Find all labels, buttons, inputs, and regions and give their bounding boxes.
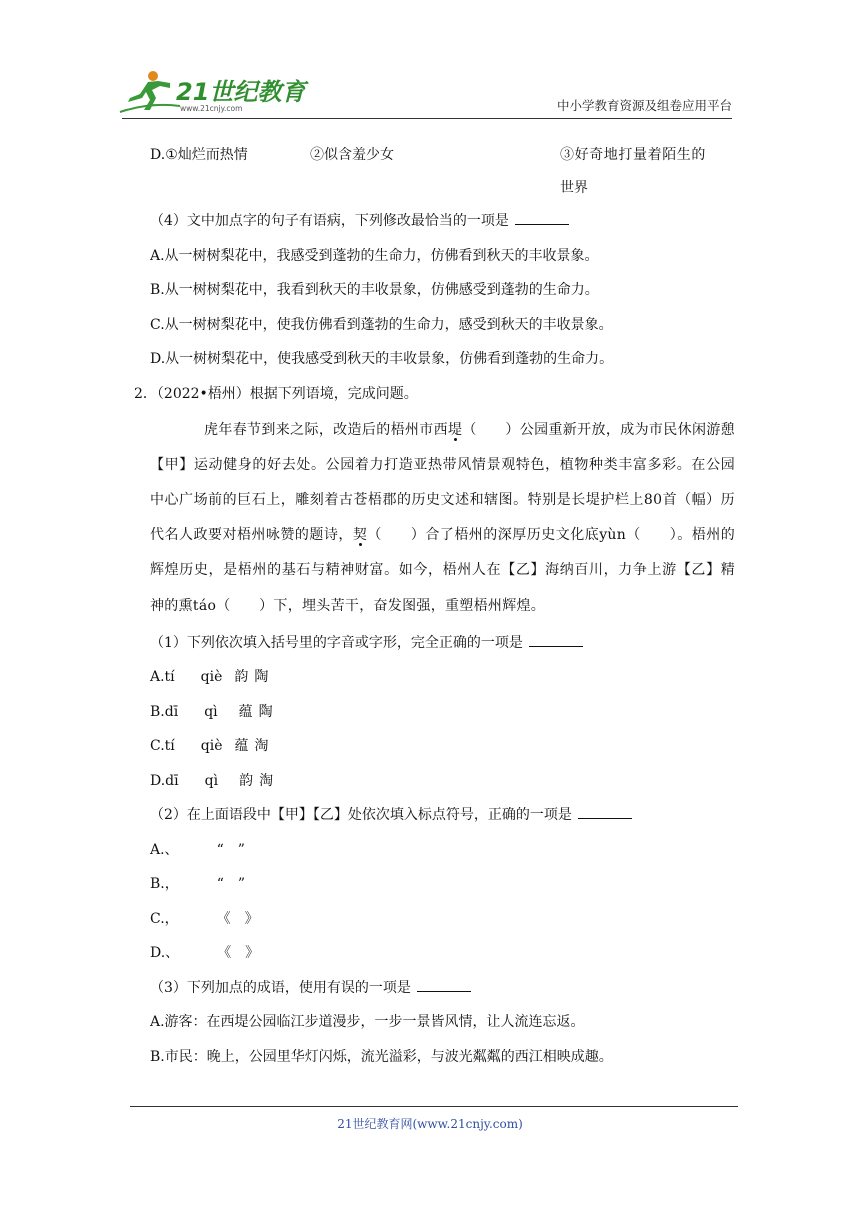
q2-sub2-option-a: A.、 “ ” xyxy=(150,841,245,858)
q2-sub2-option-d: D.、 《 》 xyxy=(150,945,260,962)
q2-sub2-stem: （2）在上面语段中【甲】【乙】处依次填入标点符号，正确的一项是 xyxy=(150,798,735,833)
q1-sub4-stem: （4）文中加点字的句子有语病，下列修改最恰当的一项是 xyxy=(150,204,735,239)
option-d-part1: D.①灿烂而热情 xyxy=(150,147,248,163)
logo-url-text: www.21cnjy.com xyxy=(180,104,243,113)
runner-logo-icon xyxy=(120,68,306,114)
site-logo xyxy=(120,68,306,114)
emphasis-dot-char: 契 xyxy=(352,527,368,544)
q2-sub2-option-b: B.， “ ” xyxy=(150,876,246,893)
emphasis-dot-char: 堤 xyxy=(447,421,463,438)
q2-sub1-option-a: A.tí qiè 韵 陶 xyxy=(150,669,269,686)
answer-blank xyxy=(529,634,583,647)
q1-sub4-option-a: A.从一树树梨花中，我感受到蓬勃的生命力，仿佛看到秋天的丰收景象。 xyxy=(150,247,599,264)
footer-divider xyxy=(130,1106,738,1107)
q1-option-d xyxy=(150,138,735,172)
q2-stem: 2．（2022•梧州）根据下列语境，完成问题。 xyxy=(134,385,418,402)
q2-sub3-stem: （3）下列加点的成语，使用有误的一项是 xyxy=(150,971,735,1006)
answer-blank xyxy=(417,979,471,992)
option-d-part2: ②似含羞少女 xyxy=(310,147,394,163)
logo-text: 21世纪教育 xyxy=(176,78,306,106)
q2-sub1-stem: （1）下列依次填入括号里的字音或字形，完全正确的一项是 xyxy=(150,626,735,661)
q2-sub2-option-c: C.， 《 》 xyxy=(150,910,259,927)
q2-sub1-option-c: C.tí qiè 蕴 淘 xyxy=(150,738,269,755)
answer-blank xyxy=(515,212,569,225)
q1-sub4-option-d: D.从一树树梨花中，使我感受到秋天的丰收景象，仿佛看到蓬勃的生命力。 xyxy=(150,351,614,367)
q2-passage: 虎年春节到来之际，改造后的梧州市西堤（ ）公园重新开放，成为市民休闲游憩【甲】运动健身的好去处。公园着力打造亚热带风情景观特色，植物种类丰富多彩。在公园中心广场前的巨石上，雕刻着古苍梧郡的历史文述和辖图。特别是长堤护栏上80首（幅）历代名人政要对梧州咏赞的题诗，契（ ）合了梧州的深厚历史文化底yùn（ ）。梧州的辉煌历史，是梧州的基石与精神财富。如今，梧州人在【乙】海纳百川，力争上游【乙】精神的熏táo（ ）下，埋头苦干，奋发图强，重塑梧州辉煌。 xyxy=(150,421,735,614)
q2-sub3-option-b: B.市民：晚上，公园里华灯闪烁，流光溢彩，与波光粼粼的西江相映成趣。 xyxy=(150,1048,613,1065)
document-body xyxy=(134,138,735,1074)
footer-text: 21世纪教育网(www.21cnjy.com) xyxy=(337,1117,523,1131)
q2-sub3-option-a: A.游客：在西堤公园临江步道漫步，一步一景皆风情，让人流连忘返。 xyxy=(150,1014,585,1031)
answer-blank xyxy=(578,806,632,819)
option-d-part3-continued: 世界 xyxy=(560,180,588,196)
q2-sub1-option-b: B.dī qì 蕴 陶 xyxy=(150,703,273,720)
q1-sub4-option-b: B.从一树树梨花中，我看到秋天的丰收景象，仿佛感受到蓬勃的生命力。 xyxy=(150,282,599,298)
option-d-part3: ③好奇地打量着陌生的 xyxy=(560,147,706,163)
header-divider xyxy=(122,118,732,119)
q1-sub4-option-c: C.从一树树梨花中，使我仿佛看到蓬勃的生命力，感受到秋天的丰收景象。 xyxy=(150,316,613,333)
platform-title: 中小学教育资源及组卷应用平台 xyxy=(556,98,732,113)
q2-sub1-option-d: D.dī qì 韵 淘 xyxy=(150,772,274,789)
